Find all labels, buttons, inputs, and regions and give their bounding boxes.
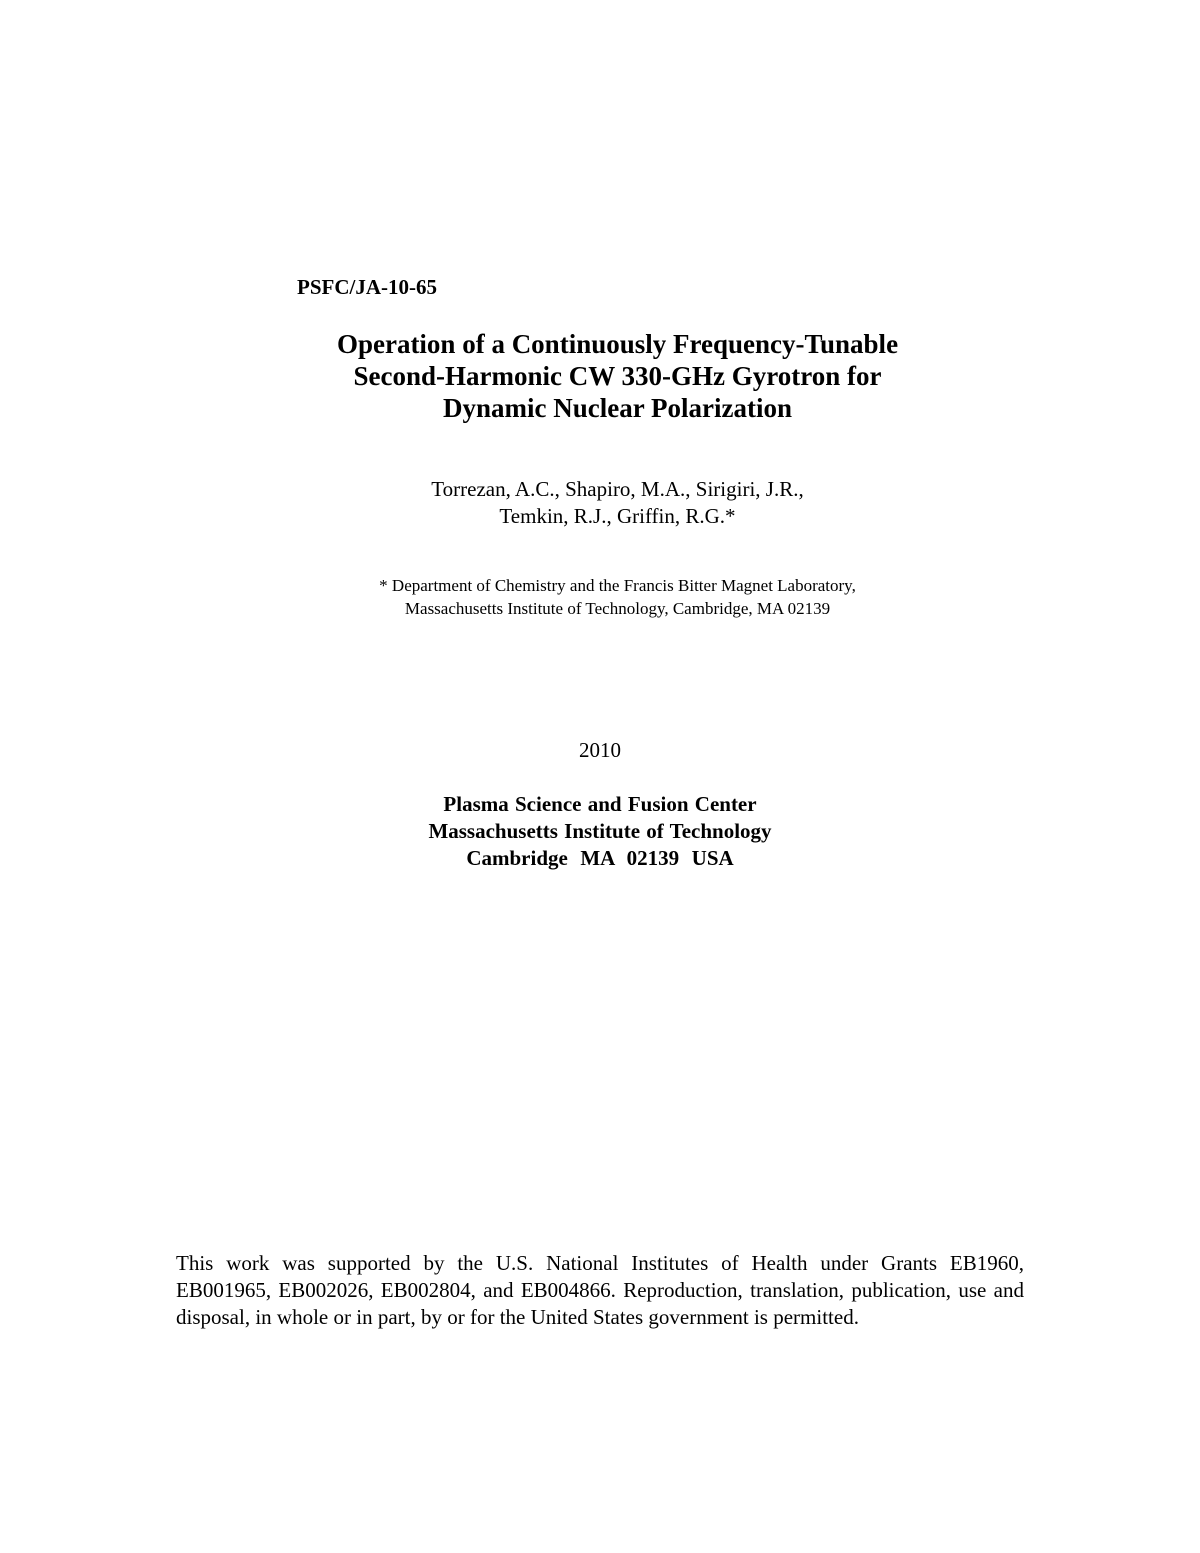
author-line: Torrezan, A.C., Shapiro, M.A., Sirigiri, J.R., [431,477,804,501]
affiliation-line: Massachusetts Institute of Technology, Cambridge, MA 02139 [404,599,831,618]
affiliation [200,574,1035,620]
title-line: Second-Harmonic CW 330-GHz Gyrotron for [353,361,882,391]
institution-line: Plasma Science and Fusion Center [443,792,757,816]
author-line: Temkin, R.J., Griffin, R.G.* [499,504,736,528]
funding-statement: This work was supported by the U.S. National Institutes of Health under Grants EB1960, EB001965, EB002026, EB002804, and EB004866. Reproduction, translation, publication, use and disposal, in whole or in part, by or for the United States government is permitted. [176,1251,1024,1329]
institution-block [300,791,900,872]
institution-line: Cambridge MA 02139 USA [466,846,734,870]
publication-year: 2010 [579,738,621,762]
title-line: Operation of a Continuously Frequency-Tunable [336,329,899,359]
institution-line: Massachusetts Institute of Technology [428,819,772,843]
affiliation-line: * Department of Chemistry and the Francis Bitter Magnet Laboratory, [379,576,856,595]
title-line: Dynamic Nuclear Polarization [443,393,792,423]
document-title [200,328,1035,424]
author-list [200,476,1035,530]
report-number: PSFC/JA-10-65 [297,275,437,299]
